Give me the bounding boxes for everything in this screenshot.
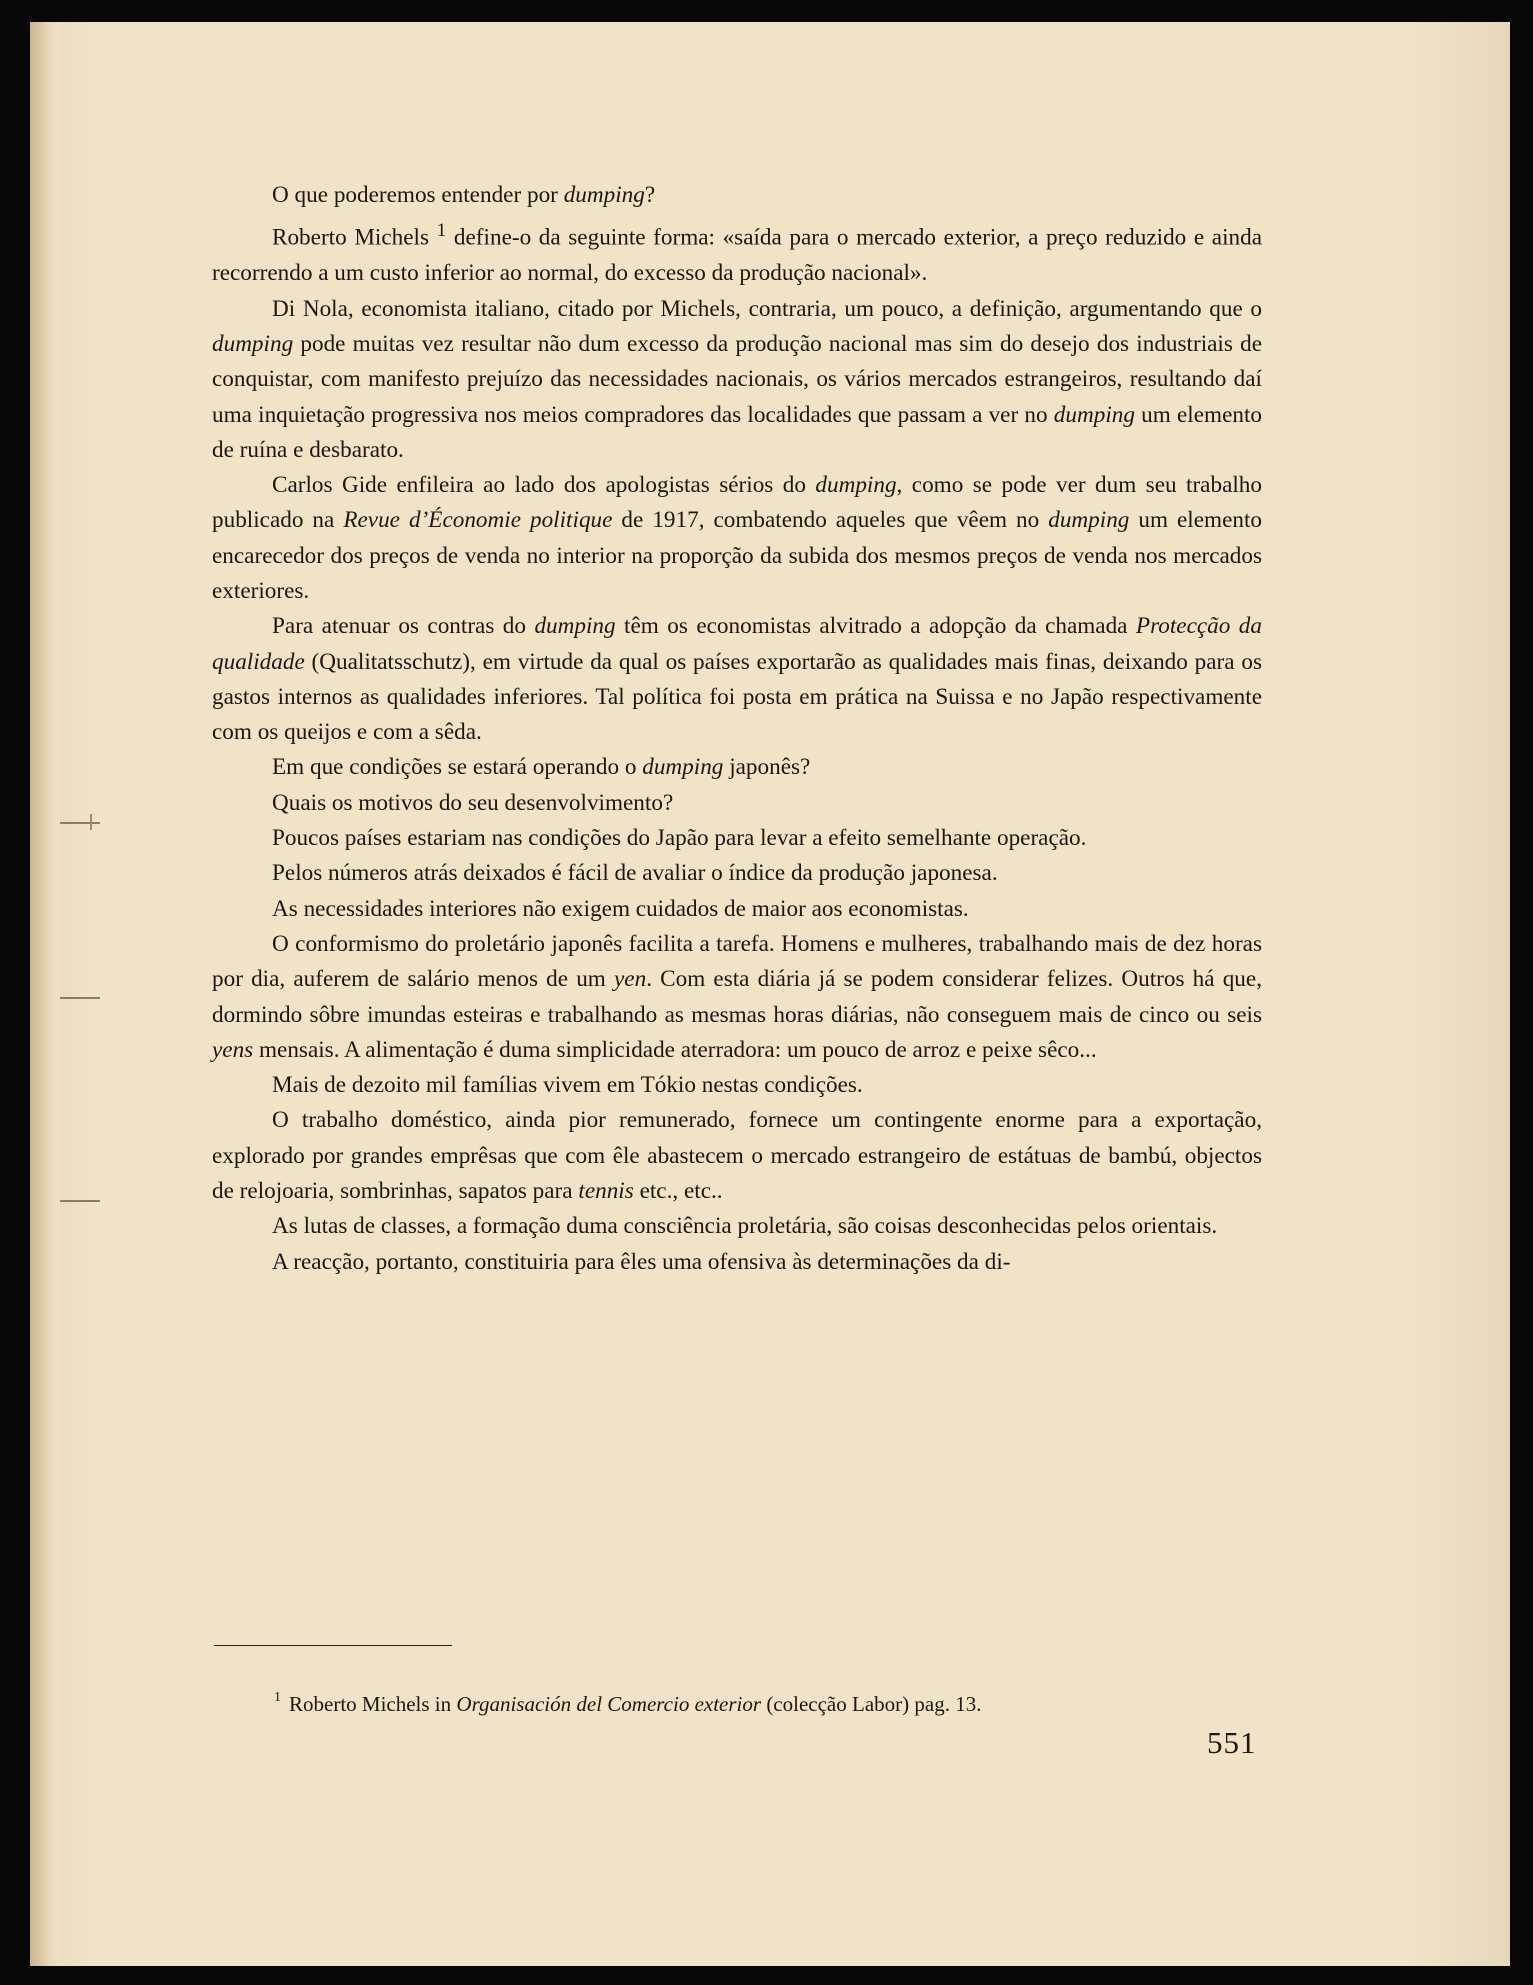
- italic-text-run: yens: [212, 1036, 254, 1063]
- spine-stitch-tick: [90, 814, 92, 830]
- text-run: Em que condições se estará operando o: [272, 754, 643, 781]
- text-run: um elemento encarecedor dos preços de venda no interior na proporção da subida dos mesmos preços de venda nos mercados exteriores.: [212, 507, 1262, 604]
- italic-text-run: tennis: [578, 1178, 634, 1205]
- paragraph: [212, 1103, 1262, 1209]
- paragraph: [212, 609, 1262, 750]
- book-spine-edge: [30, 22, 60, 1966]
- text-run: define-o da seguinte forma: «saída para o mercado exterior, a preço reduzido e ainda recorrendo a um custo inferior ao normal, do excesso da produção nacional».: [212, 225, 1263, 287]
- text-run: (Qualitatsschutz), em virtude da qual os países exportarão as qualidades mais finas, deixando para os gastos internos as qualidades inferiores. Tal política foi posta em prática na Suissa e no Japão respectivamente com os queijos e com a sêda.: [212, 648, 1262, 746]
- text-run: um elemento de ruína e desbarato.: [212, 401, 1262, 463]
- paragraph: [212, 892, 1262, 927]
- text-run: pode muitas vez resultar não dum excesso da produção nacional mas sim do desejo dos industriais de conquistar, com manifesto prejuízo das necessidades nacionais, os vários mercados estrangeiros, resultando daí uma inquietação progressiva nos meios compradores das localidades que passam a ver no: [212, 330, 1262, 428]
- text-run: têm os economistas alvitrado a adopção da chamada: [615, 613, 1136, 640]
- text-run: O que poderemos entender por: [272, 182, 564, 208]
- italic-text-run: dumping: [212, 330, 294, 357]
- spine-stitch-mark: [60, 997, 100, 999]
- paragraph: [212, 786, 1262, 821]
- footnote: [274, 1685, 1274, 1719]
- footnote-separator-rule: [214, 1645, 452, 1646]
- text-run: Para atenuar os contras do: [272, 613, 535, 640]
- italic-text-run: dumping: [815, 472, 897, 499]
- text-run: , como se pode ver dum seu trabalho publicado na: [212, 472, 1262, 534]
- text-run: Poucos países estariam nas condições do Japão para levar a efeito semelhante operação.: [272, 825, 1087, 852]
- text-run: . Com esta diária já se podem considerar felizes. Outros há que, dormindo sôbre imundas esteiras e trabalhando as mesmas horas diárias, não conseguem mais de cinco ou seis: [212, 966, 1262, 1028]
- paragraph: [212, 821, 1262, 856]
- text-run: ?: [644, 182, 656, 208]
- italic-text-run: dumping: [1048, 507, 1130, 534]
- text-run: mensais. A alimentação é duma simplicidade aterradora: um pouco de arroz e peixe sêco...: [253, 1036, 1097, 1063]
- italic-text-run: dumping: [534, 613, 616, 640]
- paragraph: [212, 292, 1262, 468]
- paragraph: [212, 178, 1262, 213]
- text-run: Roberto Michels in: [289, 1692, 457, 1716]
- italic-text-run: dumping: [563, 182, 645, 208]
- text-run: As necessidades interiores não exigem cuidados de maior aos economistas.: [272, 895, 969, 922]
- text-run: etc., etc..: [633, 1178, 723, 1205]
- italic-text-run: dumping: [642, 754, 724, 781]
- italic-text-run: Revue d’Économie politique: [343, 507, 613, 534]
- text-run: O trabalho doméstico, ainda pior remunerado, fornece um contingente enorme para a exportação, explorado por grandes emprêsas que com êle abastecem o mercado estrangeiro de estátuas de bambú, objectos de relojoaria, sombrinhas, sapatos para: [212, 1107, 1262, 1205]
- spine-stitch-mark: [60, 1200, 100, 1202]
- text-run: de 1917, combatendo aqueles que vêem no: [612, 507, 1049, 534]
- italic-text-run: yen: [614, 966, 647, 993]
- text-run: Quais os motivos do seu desenvolvimento?: [272, 789, 674, 816]
- italic-text-run: Organisación del Comercio exterior: [456, 1692, 762, 1716]
- text-run: O conformismo do proletário japonês facilita a tarefa. Homens e mulheres, trabalhando mais de dez horas por dia, auferem de salário menos de um: [212, 930, 1262, 993]
- footnote-reference-marker: 1: [436, 220, 447, 242]
- text-run: japonês?: [723, 754, 811, 781]
- text-run: Di Nola, economista italiano, citado por Michels, contraria, um pouco, a definição, argumentando que o: [272, 295, 1262, 322]
- paragraph: [212, 856, 1262, 891]
- paragraph: [212, 927, 1262, 1068]
- text-run: Roberto Michels: [272, 225, 437, 252]
- footnote-reference-marker: 1: [274, 1690, 281, 1705]
- text-run: (colecção Labor) pag. 13.: [761, 1692, 982, 1716]
- page-number: 551: [1207, 1725, 1257, 1760]
- paragraph: [212, 1209, 1262, 1244]
- italic-text-run: dumping: [1053, 401, 1135, 428]
- paragraph: [212, 468, 1262, 609]
- text-run: Mais de dezoito mil famílias vivem em Tókio nestas condições.: [272, 1072, 863, 1099]
- text-run: As lutas de classes, a formação duma consciência proletária, são coisas desconhecidas pelos orientais.: [272, 1213, 1218, 1240]
- paragraph: [212, 1245, 1262, 1280]
- paragraph: [212, 1068, 1262, 1103]
- text-run: A reacção, portanto, constituiria para êles uma ofensiva às determinações da di-: [272, 1248, 1011, 1275]
- text-run: Carlos Gide enfileira ao lado dos apologistas sérios do: [272, 472, 816, 499]
- paragraph: [212, 750, 1262, 785]
- body-text: [212, 178, 1262, 1280]
- paragraph: [212, 213, 1262, 291]
- italic-text-run: Protecção da qualidade: [212, 613, 1262, 675]
- text-run: Pelos números atrás deixados é fácil de avaliar o índice da produção japonesa.: [272, 860, 998, 887]
- spine-stitch-mark: [60, 822, 100, 824]
